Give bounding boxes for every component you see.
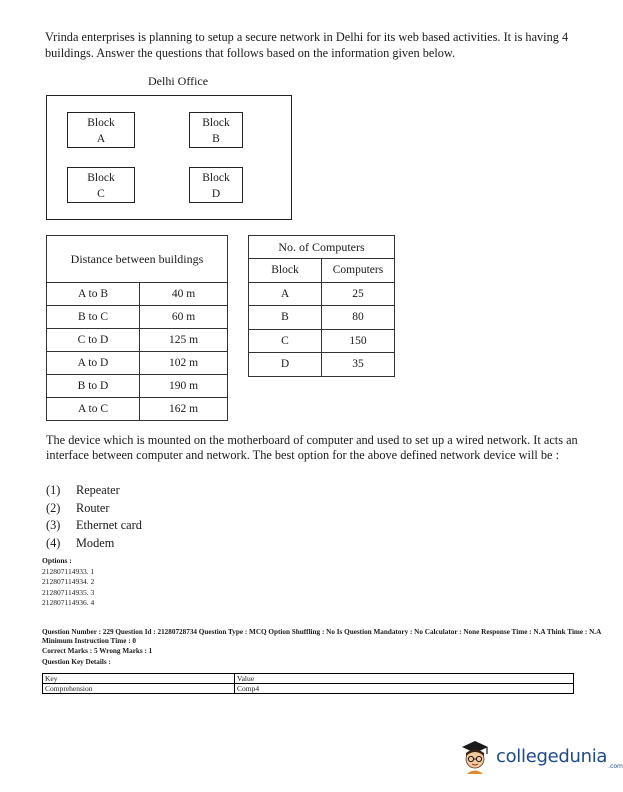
option-id: 212807114936. 4 xyxy=(42,598,95,608)
computers-table xyxy=(248,235,395,377)
key-value-table xyxy=(42,673,574,694)
key-details-label: Question Key Details : xyxy=(42,657,111,666)
choice-item xyxy=(46,482,142,500)
table-row xyxy=(249,329,395,353)
table-row xyxy=(47,375,228,398)
brand-logo xyxy=(458,738,623,774)
office-diagram xyxy=(46,95,292,220)
marks-line: Correct Marks : 5 Wrong Marks : 1 xyxy=(42,647,153,656)
table-cell: 35 xyxy=(322,353,395,377)
table-row xyxy=(47,306,228,329)
table-row xyxy=(249,353,395,377)
table-row xyxy=(43,684,574,694)
options-block xyxy=(42,556,94,609)
meta-line: Question Number : 229 Question Id : 21280728734 Question Type : MCQ Option Shuffling : No Is Question Mandatory : No Calculator : None Response Time : N.A Think Time : N.A Minimum Instruction Time : 0 xyxy=(42,628,601,645)
options-label: Options : xyxy=(42,556,72,565)
block-id: C xyxy=(97,188,105,200)
table-cell: Comprehension xyxy=(43,684,235,694)
table-cell: C xyxy=(249,329,322,353)
question-text: The device which is mounted on the motherboard of computer and used to set up a wired network. It acts an interface between computer and network. The best option for the above defined network device will be : xyxy=(46,433,578,462)
table-row xyxy=(47,329,228,352)
computers-table-header: No. of Computers xyxy=(249,236,395,259)
choice-text: Repeater xyxy=(76,483,120,497)
question-meta xyxy=(42,628,602,666)
block-id: D xyxy=(211,188,221,200)
table-cell: 150 xyxy=(322,329,395,353)
table-row xyxy=(47,398,228,421)
column-header: Key xyxy=(43,674,235,684)
table-cell: 190 m xyxy=(140,375,228,398)
column-header: Block xyxy=(249,259,322,283)
choice-item xyxy=(46,500,142,518)
brand-suffix: .com xyxy=(608,763,623,770)
distance-table-header: Distance between buildings xyxy=(47,236,228,283)
table-row xyxy=(47,283,228,306)
table-cell: A to C xyxy=(47,398,140,421)
block-label: Block xyxy=(202,117,230,129)
choice-item xyxy=(46,535,142,553)
table-cell: B to C xyxy=(47,306,140,329)
table-row xyxy=(249,306,395,330)
block-c xyxy=(67,167,135,203)
choice-text: Ethernet card xyxy=(76,518,142,532)
choice-number: (1) xyxy=(46,483,61,497)
choice-list xyxy=(46,482,142,552)
option-id: 212807114935. 3 xyxy=(42,587,95,597)
table-cell: C to D xyxy=(47,329,140,352)
distance-table xyxy=(46,235,228,421)
intro-paragraph: Vrinda enterprises is planning to setup a secure network in Delhi for its web based activities. It is having 4 buildings. Answer the questions that follows based on the information given below. xyxy=(45,30,569,60)
block-a xyxy=(67,112,135,148)
table-cell: B xyxy=(249,306,322,330)
table-cell: 25 xyxy=(322,282,395,306)
option-id: 212807114934. 2 xyxy=(42,577,95,587)
table-row xyxy=(43,674,574,684)
choice-item xyxy=(46,517,142,535)
table-row xyxy=(249,282,395,306)
block-label: Block xyxy=(87,172,115,184)
block-b xyxy=(189,112,243,148)
table-cell: B to D xyxy=(47,375,140,398)
table-cell: 125 m xyxy=(140,329,228,352)
block-d xyxy=(189,167,243,203)
choice-number: (3) xyxy=(46,518,61,532)
block-label: Block xyxy=(87,117,115,129)
office-title: Delhi Office xyxy=(148,74,209,88)
column-header: Value xyxy=(235,674,574,684)
block-id: A xyxy=(96,133,106,145)
choice-text: Router xyxy=(76,500,110,515)
table-cell: A to B xyxy=(47,283,140,306)
block-label: Block xyxy=(202,172,230,184)
table-row xyxy=(47,352,228,375)
table-cell: 40 m xyxy=(140,283,228,306)
table-cell: 80 xyxy=(322,306,395,330)
brand-name: collegedunia xyxy=(496,745,608,767)
graduate-mascot-icon xyxy=(458,738,492,774)
table-cell: Comp4 xyxy=(235,684,574,694)
choice-text: Modem xyxy=(76,535,115,550)
table-cell: A to D xyxy=(47,352,140,375)
table-cell: 162 m xyxy=(140,398,228,421)
table-cell: 60 m xyxy=(140,306,228,329)
table-cell: 102 m xyxy=(140,352,228,375)
choice-number: (4) xyxy=(46,535,61,550)
column-header: Computers xyxy=(322,259,395,283)
block-id: B xyxy=(212,133,220,145)
table-cell: D xyxy=(249,353,322,377)
table-row xyxy=(249,259,395,283)
choice-number: (2) xyxy=(46,500,61,515)
option-id: 212807114933. 1 xyxy=(42,566,95,576)
table-cell: A xyxy=(249,282,322,306)
